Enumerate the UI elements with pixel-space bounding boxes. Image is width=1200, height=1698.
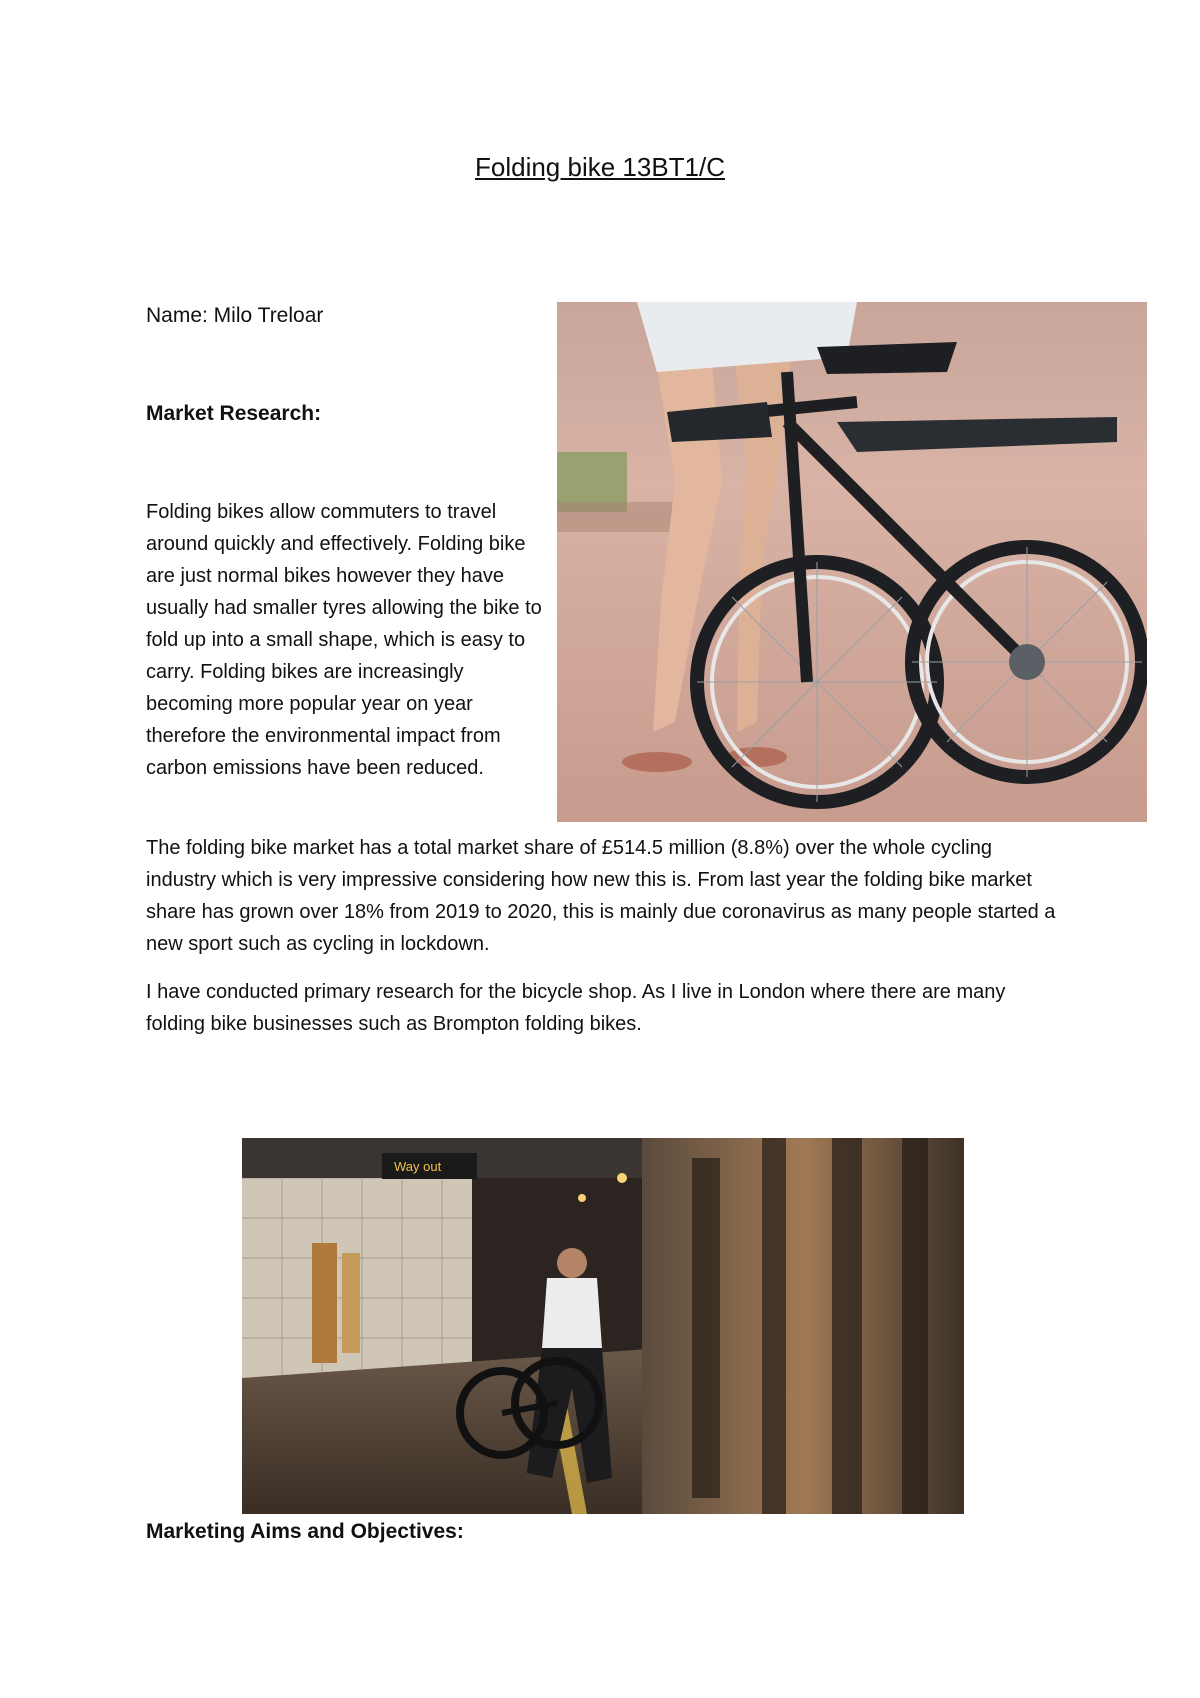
folding-bike-photo [557,302,1147,822]
market-share-paragraph: The folding bike market has a total market share of £514.5 million (8.8%) over the whole cycling industry which is very impressive considering how new this is. From last year the folding bike market share has grown over 18% from 2019 to 2020, this is mainly due coronavirus as many people started a new sport such as cycling in lockdown. [146,837,1056,955]
underground-platform-photo [242,1138,964,1514]
marketing-aims-heading: Marketing Aims and Objectives: [146,1520,464,1543]
primary-research-paragraph: I have conducted primary research for the bicycle shop. As I live in London where there are many folding bike businesses such as Brompton folding bikes. [146,981,1006,1035]
market-research-paragraph-1: Folding bikes allow commuters to travel around quickly and effectively. Folding bike are just normal bikes however they have usually had smaller tyres allowing the bike to fold up into a small shape, which is easy to carry. Folding bikes are increasingly becoming more popular year on year therefore the environmental impact from carbon emissions have been reduced. [146,501,542,779]
market-research-heading: Market Research: [146,402,322,425]
author-name: Name: Milo Treloar [146,304,324,327]
way-out-sign: Way out [394,1159,442,1174]
page-title: Folding bike 13BT1/C [474,152,726,182]
